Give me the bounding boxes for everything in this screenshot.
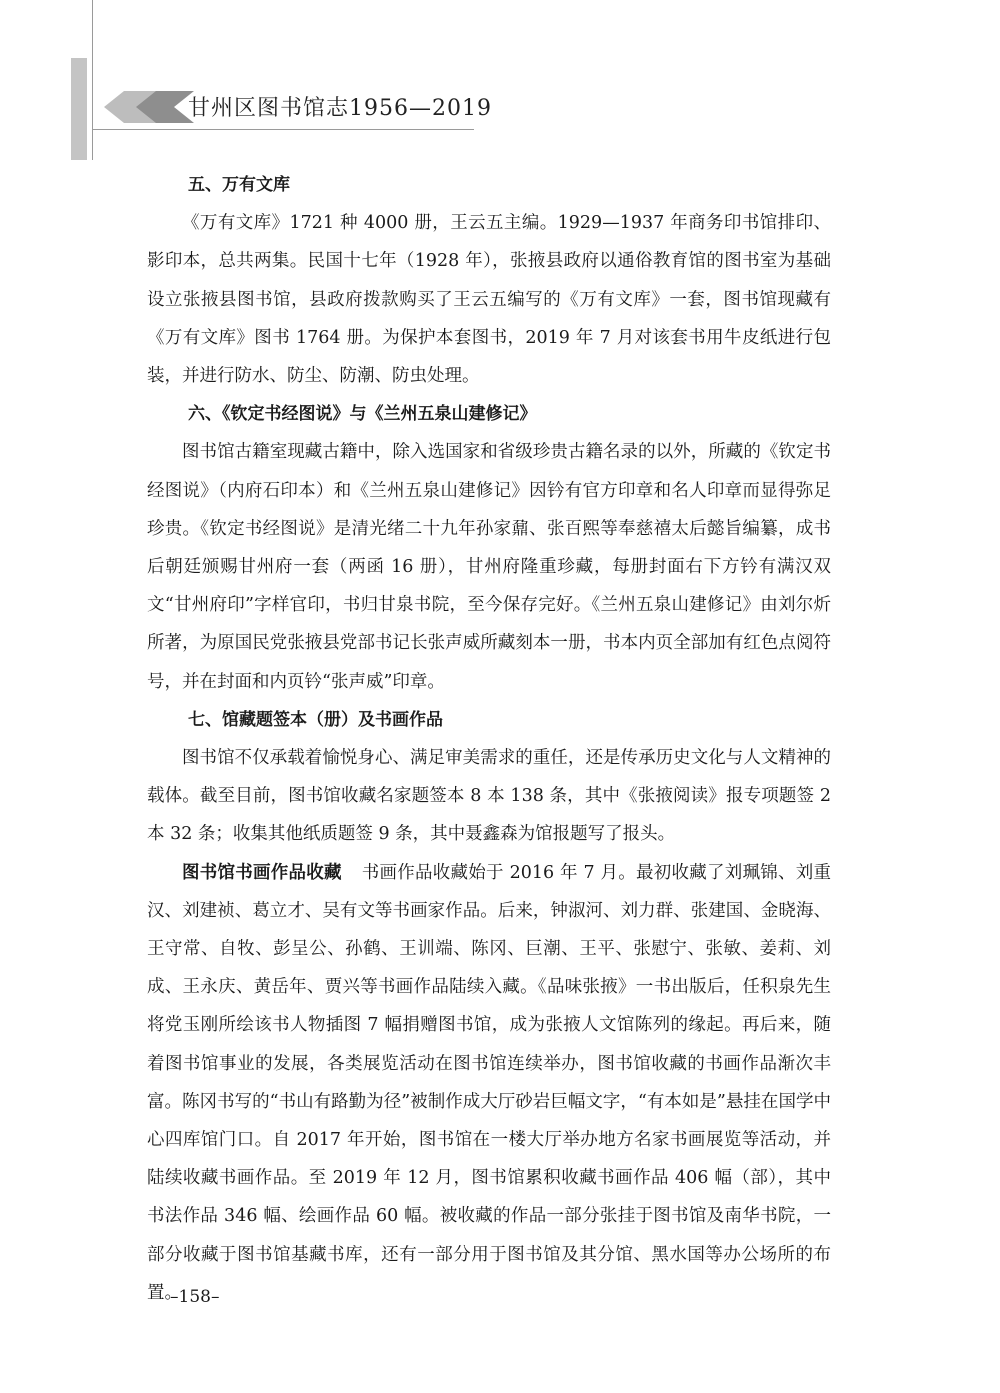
header-vertical-rule (92, 0, 93, 160)
section-heading: 五、万有文库 (188, 175, 290, 195)
body-paragraph: 《万有文库》1721 种 4000 册，王云五主编。1929—1937 年商务印书馆排印、影印本，总共两集。民国十七年（1928 年），张掖县政府以通俗教育馆的图书室为基础设立张掖县图书馆，县政府拨款购买了王云五编写的《万有文库》一套，图书馆现藏有《万有文库》图书 1764 册。为保护本套图书，2019 年 7 月对该套书用牛皮纸进行包装，并进行防水、防尘、防潮、防虫处理。 (147, 213, 831, 387)
section-heading: 七、馆藏题签本（册）及书画作品 (188, 709, 443, 730)
subsection-paragraph (147, 854, 831, 1312)
section-wanyou-wenku (147, 166, 831, 395)
body-paragraph: 图书馆古籍室现藏古籍中，除入选国家和省级珍贵古籍名录的以外，所藏的《钦定书经图说》（内府石印本）和《兰州五泉山建修记》因钤有官方印章和名人印章而显得弥足珍贵。《钦定书经图说》是清光绪二十九年孙家鼐、张百熙等奉慈禧太后懿旨编纂，成书后朝廷颁赐甘州府一套（两函 16 册），甘州府隆重珍藏，每册封面右下方钤有满汉双文“甘州府印”字样官印，书归甘泉书院，至今保存完好。《兰州五泉山建修记》由刘尔炘所著，为原国民党张掖县党部书记长张声威所藏刻本一册，书本内页全部加有红色点阅符号，并在封面和内页钤“张声威”印章。 (147, 442, 831, 692)
subsection-lead: 图书馆书画作品收藏 (182, 862, 342, 883)
section-rare-books (147, 395, 831, 701)
running-title: 甘州区图书馆志1956—2019 (188, 96, 492, 121)
header-diamond-ornament-icon (102, 87, 202, 127)
page-body (147, 166, 831, 1312)
body-paragraph: 图书馆不仅承载着愉悦身心、满足审美需求的重任，还是传承历史文化与人文精神的载体。截至目前，图书馆收藏名家题签本 8 本 138 条，其中《张掖阅读》报专项题签 2 本 32 条；收集其他纸质题签 9 条，其中聂鑫森为馆报题写了报头。 (147, 748, 831, 845)
subsection-text: 书画作品收藏始于 2016 年 7 月。最初收藏了刘珮锦、刘重汉、刘建祯、葛立才、吴有文等书画家作品。后来，钟淑河、刘力群、张建国、金晓海、王守常、自牧、彭呈公、孙鹤、王训端、陈冈、巨潮、王平、张慰宁、张敏、姜莉、刘成、王永庆、黄岳年、贾兴等书画作品陆续入藏。《品味张掖》一书出版后，任积泉先生将党玉刚所绘该书人物插图 7 幅捐赠图书馆，成为张掖人文馆陈列的缘起。再后来，随着图书馆事业的发展，各类展览活动在图书馆连续举办，图书馆收藏的书画作品渐次丰富。陈冈书写的“书山有路勤为径”被制作成大厅砂岩巨幅文字，“有本如是”悬挂在国学中心四库馆门口。自 2017 年开始，图书馆在一楼大厅举办地方名家书画展览等活动，并陆续收藏书画作品。至 2019 年 12 月，图书馆累积收藏书画作品 406 幅（部），其中书法作品 346 幅、绘画作品 60 幅。被收藏的作品一部分张挂于图书馆及南华书院，一部分收藏于图书馆基藏书库，还有一部分用于图书馆及其分馆、黑水国等办公场所的布置。 (147, 862, 832, 1303)
section-heading: 六、《钦定书经图说》与《兰州五泉山建修记》 (188, 404, 537, 425)
section-inscriptions-and-artworks (147, 701, 831, 1312)
header-gray-bar (71, 58, 87, 160)
page-number: –158– (170, 1287, 220, 1307)
header-horizontal-rule (92, 129, 474, 130)
